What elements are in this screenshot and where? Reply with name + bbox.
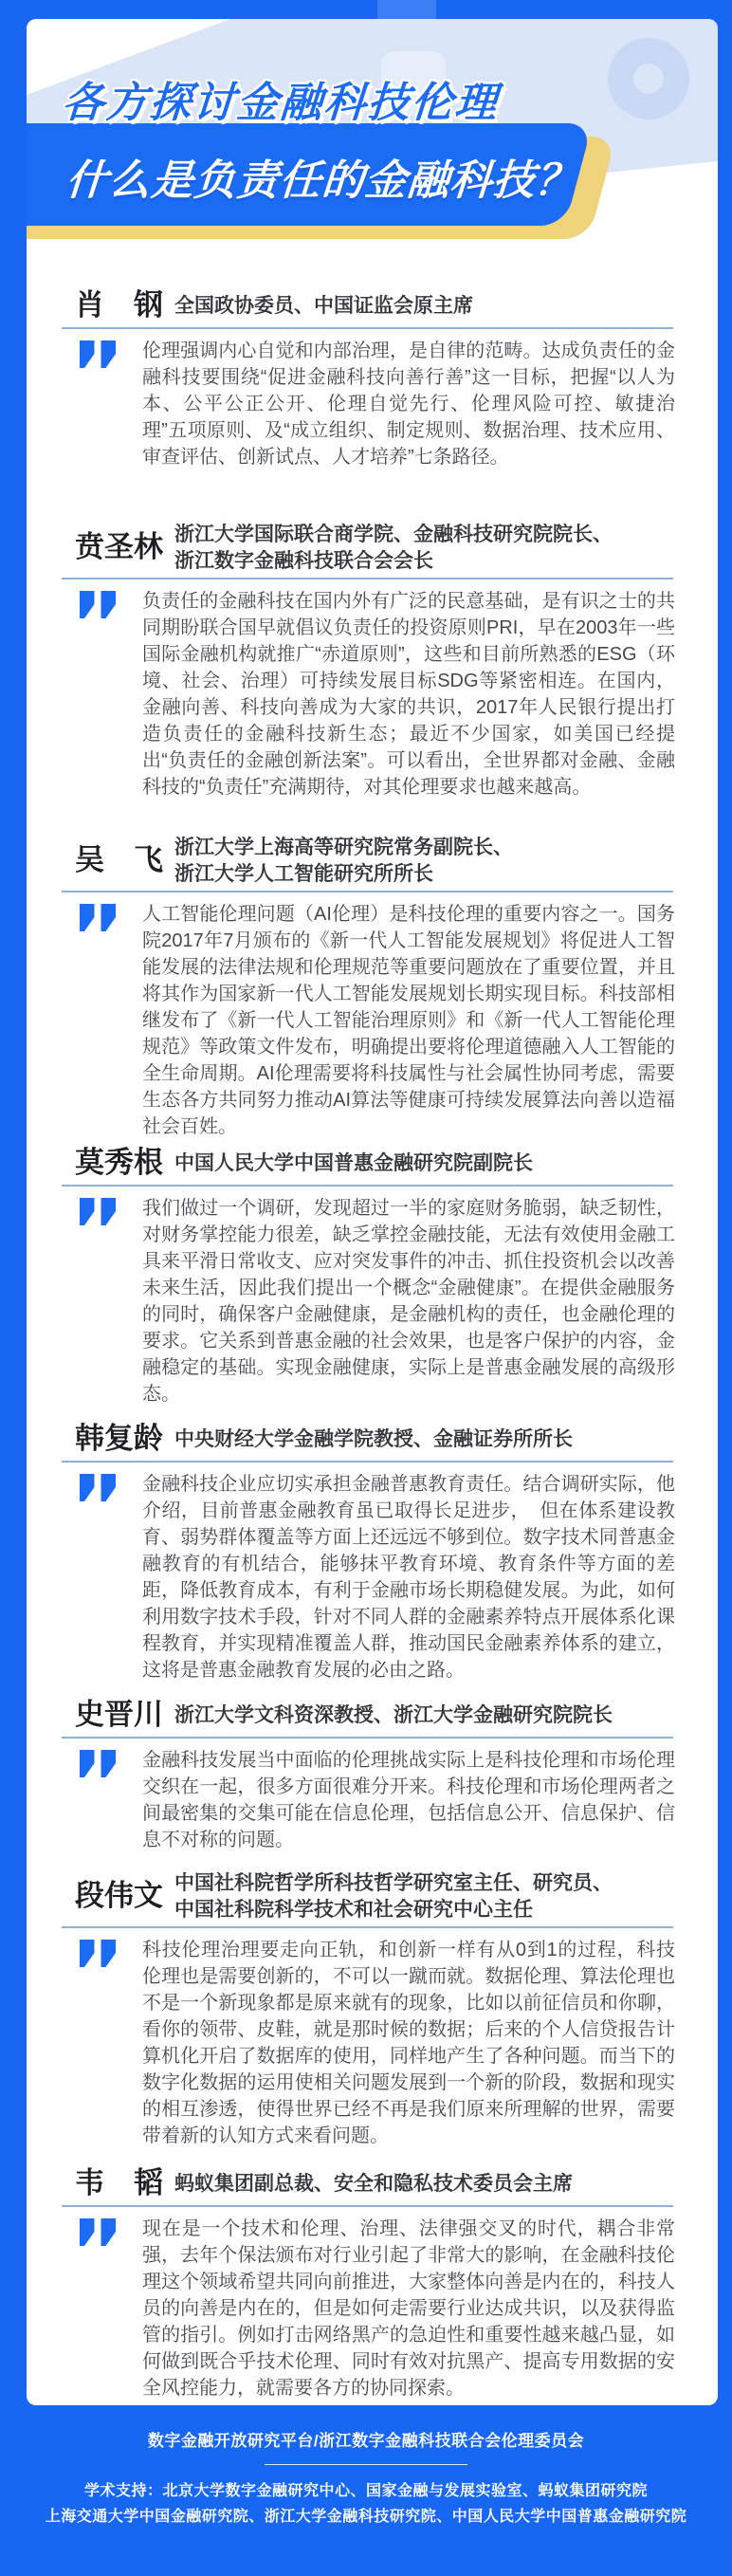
speaker-header (75, 286, 689, 324)
speaker-title: 蚂蚁集团副总裁、安全和隐私技术委员会主席 (174, 2173, 573, 2195)
quote-block (80, 588, 675, 800)
speaker-header (75, 2164, 689, 2202)
speaker-header (75, 1144, 689, 1182)
speaker-title: 浙江大学上海高等研究院常务副院长、 (174, 837, 513, 858)
quote-text: 科技伦理治理要走向正轨，和创新一样有从0到1的过程，科技伦理也是需要创新的，不可以一蹴而就。数据伦理、算法伦理也不是一个新现象都是原来就有的现象，比如以前征信员和你聊，看你的领带、皮鞋，就是那时候的数据；后来的个人信贷报告计算机化开启了数据库的使用，同样地产生了各种问题。而当下的数字化数据的运用使相关问题发展到一个新的阶段，数据和现实的相互渗透，使得世界已经不再是我们原来所理解的世界，需要带着新的认知方式来看问题。 (142, 1940, 675, 2146)
section-divider (62, 578, 673, 580)
quote-text: 金融科技发展当中面临的伦理挑战实际上是科技伦理和市场伦理交织在一起，很多方面很难分开来。科技伦理和市场伦理两者之间最密集的交集可能在信息伦理，包括信息公开、信息保护、信息不对称的问题。 (142, 1750, 675, 1850)
quote-text: 人工智能伦理问题（AI伦理）是科技伦理的重要内容之一。国务院2017年7月颁布的《新一代人工智能发展规划》将促进人工智能发展的法律法规和伦理规范等重要问题放在了重要位置，并且将其作为国家新一代人工智能发展规划长期实现目标。科技部相继发布了《新一代人工智能治理原则》和《新一代人工智能伦理规范》等政策文件发布，明确提出要将伦理道德融入人工智能的全生命周期。AI伦理需要将科技属性与社会属性协同考虑，需要生态各方共同努力推动AI算法等健康可持续发展算法向善以造福社会百姓。 (142, 904, 675, 1137)
section-divider (62, 891, 673, 892)
speaker-titles (174, 291, 473, 320)
poster-card (27, 19, 718, 2405)
section-divider (62, 1737, 673, 1739)
speaker-title: 浙江大学文科资深教授、浙江大学金融研究院院长 (174, 1704, 613, 1726)
hero-header (27, 19, 718, 286)
quote-block (80, 2216, 675, 2401)
quote-text: 金融科技企业应切实承担金融普惠教育责任。结合调研实际，他介绍，目前普惠金融教育虽已取得长足进步， 但在体系建设教育、弱势群体覆盖等方面上还远远不够到位。数字技术同普惠金融教育的有机结合，能够抹平教育环境、教育条件等方面的差距，降低教育成本，有利于金融市场长期稳健发展。为此，如何利用数字技术手段，针对不同人群的金融素养特点开展体系化课程教育，并实现精准覆盖人群，推动国民金融素养体系的建立，这将是普惠金融教育发展的必由之路。 (142, 1474, 675, 1681)
quote-icon (80, 2218, 116, 2251)
speaker-titles (174, 520, 613, 575)
poster-subtitle: 什么是负责任的金融科技？ (64, 157, 580, 204)
speaker-section (27, 1696, 718, 1853)
speaker-section (27, 1868, 718, 2149)
quote-icon (80, 1940, 116, 1972)
quote-icon (80, 340, 116, 373)
speaker-header (75, 833, 689, 888)
speaker-title: 中央财经大学金融学院教授、金融证券所所长 (174, 1428, 573, 1450)
speaker-name: 肖 钢 (75, 288, 163, 322)
speaker-section (27, 520, 718, 800)
quote-icon (80, 904, 116, 936)
section-divider (62, 1926, 673, 1928)
section-divider (62, 1185, 673, 1187)
speaker-title: 全国政协委员、中国证监会原主席 (174, 295, 473, 317)
speaker-name: 史晋川 (75, 1698, 163, 1731)
speaker-header (75, 1868, 689, 1923)
speaker-section (27, 286, 718, 470)
speaker-section (27, 1420, 718, 1684)
footer-organization: 数字金融开放研究平台/浙江数字金融科技联合会伦理委员会 (147, 2432, 585, 2450)
speaker-title: 浙江大学人工智能研究所所长 (174, 863, 433, 885)
section-divider (62, 2205, 673, 2207)
speaker-title: 中国社科院哲学所科技哲学研究室主任、研究员、 (174, 1872, 613, 1894)
ring-decoration (608, 38, 689, 120)
speaker-titles (174, 833, 513, 888)
speaker-title: 浙江数字金融科技联合会会长 (174, 550, 433, 572)
quote-block (80, 1747, 675, 1853)
quote-text: 我们做过一个调研，发现超过一半的家庭财务脆弱，缺乏韧性，对财务掌控能力很差，缺乏掌控金融技能，无法有效使用金融工具来平滑日常收支、应对突发事件的冲击、抓住投资机会以改善未来生活，因此我们提出一个概念“金融健康”。在提供金融服务的同时，确保客户金融健康，是金融机构的责任，也金融伦理的要求。它关系到普惠金融的社会效果，也是客户保护的内容，金融稳定的基础。实现金融健康，实际上是普惠金融发展的高级形态。 (142, 1198, 675, 1405)
quote-block (80, 1195, 675, 1408)
quote-block (80, 1471, 675, 1684)
speaker-title: 浙江大学国际联合商学院、金融科技研究院院长、 (174, 524, 613, 545)
speaker-name: 段伟文 (75, 1879, 163, 1912)
speaker-section (27, 833, 718, 1140)
speaker-name: 吴 飞 (75, 843, 163, 876)
quote-text: 负责任的金融科技在国内外有广泛的民意基础，是有识之士的共同期盼联合国早就倡议负责任的投资原则PRI，早在2003年一些国际金融机构就推广“赤道原则”，这些和目前所熟悉的ESG（环境、社会、治理）可持续发展目标SDG等紧密相连。在国内，金融向善、科技向善成为大家的共识，2017年人民银行提出打造负责任的金融科技新生态；最近不少国家，如美国已经提出“负责任的金融创新法案”。可以看出，全世界都对金融、金融科技的“负责任”充满期待，对其伦理要求也越来越高。 (142, 591, 675, 798)
speaker-header (75, 1696, 689, 1734)
poster-title: 各方探讨金融科技伦理 (60, 80, 501, 126)
speaker-titles (174, 1149, 533, 1177)
quote-icon (80, 591, 116, 623)
speaker-name: 莫秀根 (75, 1146, 163, 1179)
quote-icon (80, 1198, 116, 1230)
quote-icon (80, 1474, 116, 1506)
footer-divider (265, 2464, 467, 2465)
speaker-section (27, 2164, 718, 2401)
speaker-titles (174, 1425, 573, 1453)
quote-icon (80, 1750, 116, 1782)
speaker-title: 中国人民大学中国普惠金融研究院副院长 (174, 1152, 533, 1174)
quote-block (80, 901, 675, 1140)
speaker-name: 韦 韬 (75, 2166, 163, 2199)
section-divider (62, 327, 673, 329)
speaker-header (75, 1420, 689, 1458)
speaker-title: 中国社科院科学技术和社会研究中心主任 (174, 1899, 533, 1921)
speaker-titles (174, 1868, 613, 1923)
quote-text: 伦理强调内心自觉和内部治理，是自律的范畴。达成负责任的金融科技要围绕“促进金融科技向善行善”这一目标，把握“以人为本、公平公正公开、伦理自觉先行、伦理风险可控、敏捷治理”五项原则、及“成立组织、制定规则、数据治理、技术应用、审查评估、创新试点、人才培养”七条路径。 (142, 340, 675, 468)
quote-block (80, 338, 675, 470)
speaker-name: 韩复龄 (75, 1422, 163, 1455)
speaker-name: 贲圣林 (75, 530, 163, 563)
quote-text: 现在是一个技术和伦理、治理、法律强交叉的时代，耦合非常强，去年个保法颁布对行业引起了非常大的影响，在金融科技伦理这个领域希望共同向前推进，大家整体向善是内在的，科技人员的向善是内在的，但是如何走需要行业达成共识，以及获得监管的指引。例如打击网络黑产的急迫性和重要性越来越凸显，如何做到既合乎技术伦理、同时有效对抗黑产、提高专用数据的安全风控能力，就需要各方的协同探索。 (142, 2218, 675, 2399)
footer-support-line: 上海交通大学中国金融研究院、浙江大学金融科技研究院、中国人民大学中国普惠金融研究院 (45, 2509, 687, 2525)
footer-support-line: 学术支持：北京大学数字金融研究中心、国家金融与发展实验室、蚂蚁集团研究院 (83, 2483, 648, 2499)
speaker-header (75, 520, 689, 575)
speaker-titles (174, 2169, 573, 2198)
speaker-titles (174, 1701, 613, 1729)
section-divider (62, 1461, 673, 1463)
footer (0, 2430, 732, 2530)
speaker-section (27, 1144, 718, 1408)
quote-block (80, 1937, 675, 2149)
